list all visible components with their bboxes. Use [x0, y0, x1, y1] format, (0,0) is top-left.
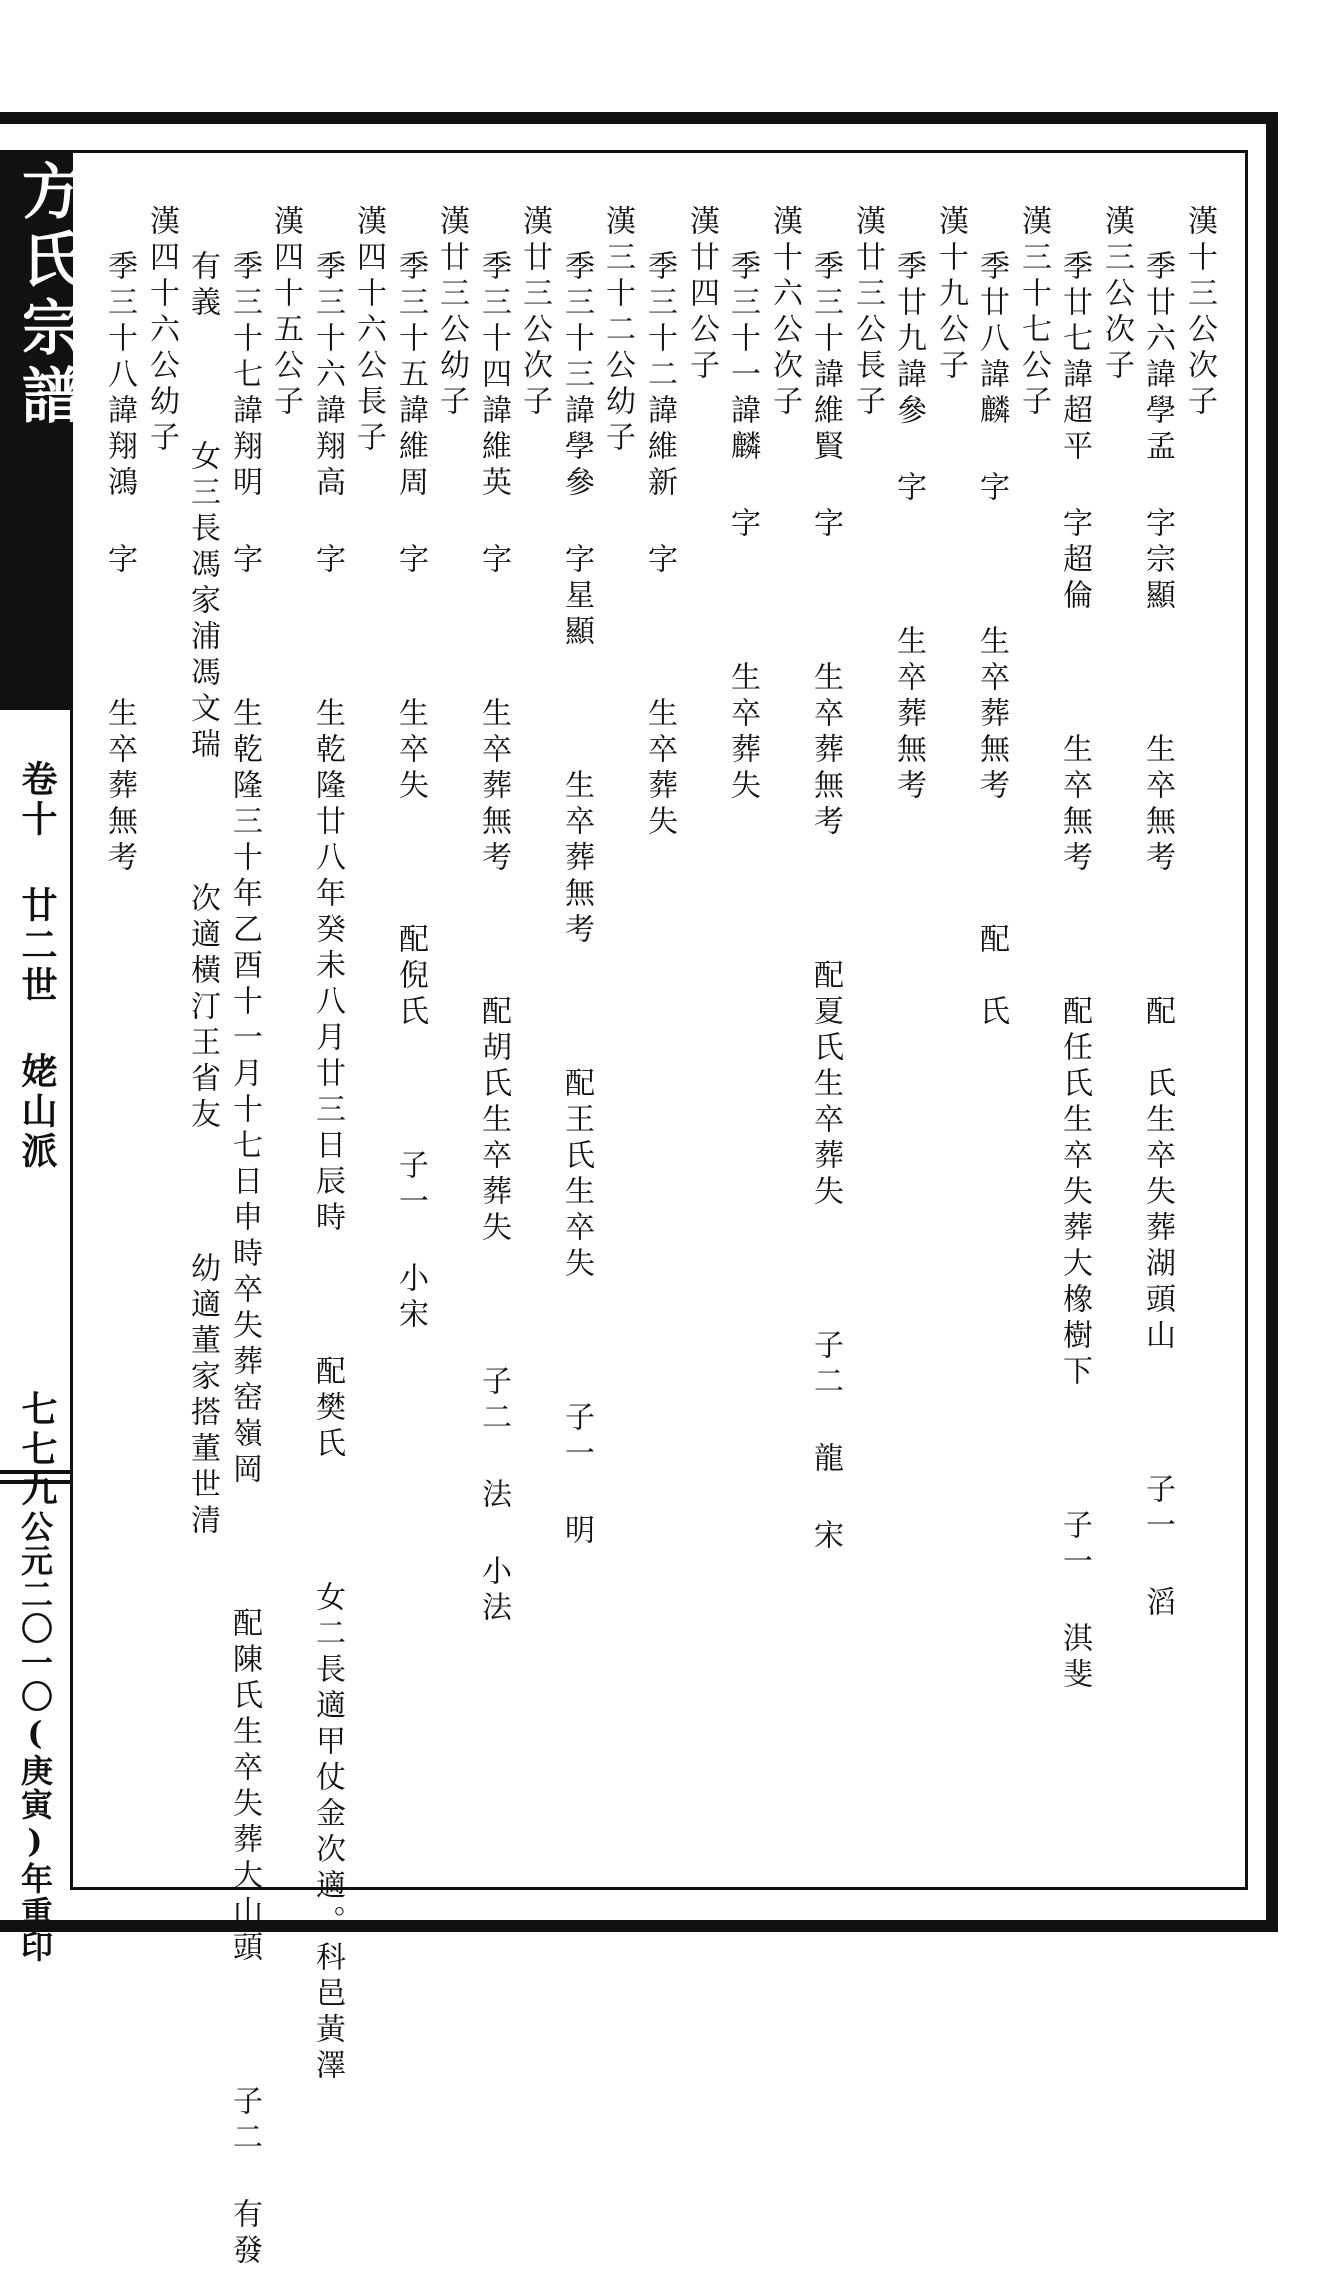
- volume-label: 卷十 廿二世 姥山派: [16, 760, 58, 1172]
- reprint-note: 公元二〇一〇(庚寅)年重印: [16, 1510, 54, 1964]
- lineage-heading: 漢廿四公子: [684, 205, 719, 385]
- lineage-heading: 漢十九公子: [933, 205, 968, 385]
- lineage-entry: 季三十一諱麟 字 生卒葬失: [725, 250, 760, 805]
- lineage-heading: 漢三十二公幼子: [600, 205, 635, 457]
- lineage-entry: 季三十六諱翔高 字 生乾隆廿八年癸未八月廿三日辰時 配樊氏 女二長適甲仗金次適。科邑黃澤: [310, 250, 345, 2085]
- book-title: 方氏宗譜: [12, 160, 82, 432]
- lineage-heading: 漢十三公次子: [1182, 205, 1217, 421]
- lineage-entry: 季廿八諱麟 字 生卒葬無考 配 氏: [974, 250, 1009, 1031]
- lineage-entry: 季三十三諱學參 字星顯 生卒葬無考 配王氏生卒失 子一 明: [559, 250, 594, 1550]
- lineage-heading: 漢十六公次子: [767, 205, 802, 421]
- lineage-entry: 季廿七諱超平 字超倫 生卒無考 配任氏生卒失葬大橡樹下 子一 淇斐: [1057, 250, 1092, 1694]
- lineage-entry: 季三十二諱維新 字 生卒葬失: [642, 250, 677, 841]
- lineage-heading: 漢四十六公幼子: [144, 205, 179, 457]
- lineage-entry: 季三十諱維賢 字 生卒葬無考 配夏氏生卒葬失 子二 龍 宋: [808, 250, 843, 1555]
- lineage-heading: 漢廿三公次子: [517, 205, 552, 421]
- lineage-entry: 季三十五諱維周 字 生卒失 配倪氏 子一 小宋: [393, 250, 428, 1334]
- lineage-heading: 漢四十五公子: [268, 205, 303, 421]
- lineage-entry: 有義 女三長馮家浦馮文瑞 次適橫汀王省友 幼適董家搭董世清: [185, 250, 220, 1540]
- lineage-entry: 季廿九諱參 字 生卒葬無考: [891, 250, 926, 805]
- lineage-entry: 季三十七諱翔明 字 生乾隆三十年乙酉十一月十七日申時卒失葬窑嶺岡 配陳氏生卒失葬大山頭 子二 有發: [227, 250, 262, 2270]
- lineage-heading: 漢三十七公子: [1016, 205, 1051, 421]
- lineage-entry: 季三十四諱維英 字 生卒葬無考 配胡氏生卒葬失 子二 法 小法: [476, 250, 511, 1627]
- lineage-heading: 漢三公次子: [1099, 205, 1134, 385]
- lineage-heading: 漢廿三公幼子: [434, 205, 469, 421]
- lineage-heading: 漢廿三公長子: [850, 205, 885, 421]
- page-number: 七七九: [16, 1390, 58, 1510]
- lineage-entry: 季三十八諱翔鴻 字 生卒葬無考: [102, 250, 137, 877]
- lineage-entry: 季廿六諱學孟 字宗顯 生卒無考 配 氏生卒失葬湖頭山 子一 滔: [1140, 250, 1175, 1622]
- lineage-heading: 漢四十六公長子: [351, 205, 386, 457]
